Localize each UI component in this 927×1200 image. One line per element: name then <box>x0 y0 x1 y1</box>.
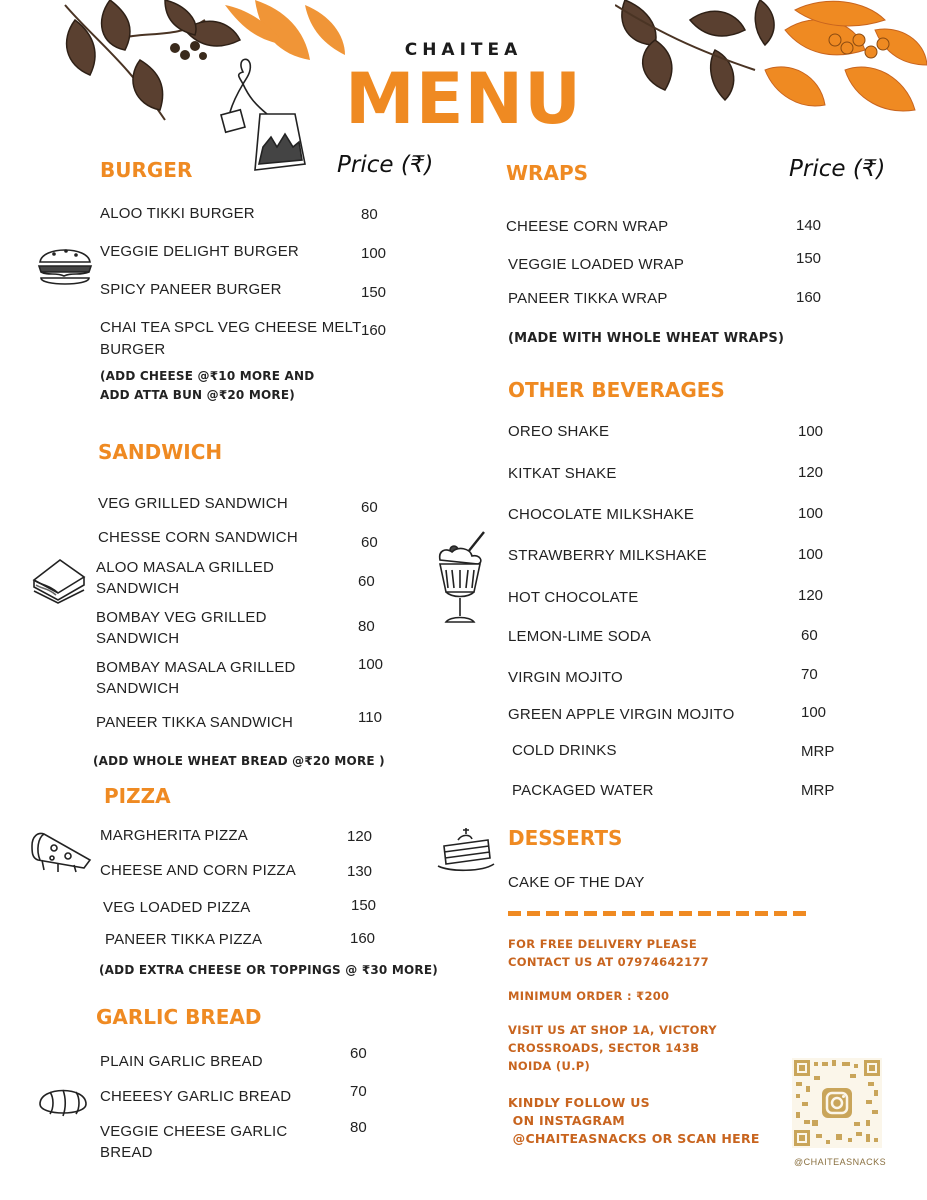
burger-note: ADD ATTA BUN @₹20 MORE) <box>100 388 295 402</box>
pizza-item-name: MARGHERITA PIZZA <box>100 827 248 844</box>
sandwich-item-name: CHESSE CORN SANDWICH <box>98 529 298 546</box>
pizza-slice-icon <box>28 830 92 874</box>
beverage-item-name: HOT CHOCOLATE <box>508 589 639 606</box>
beverage-item-price: 60 <box>801 627 818 644</box>
instagram-handle: @CHAITEASNACKS OR SCAN HERE <box>508 1131 760 1146</box>
beverage-item-price: 120 <box>798 464 824 481</box>
qr-caption: @CHAITEASNACKS <box>794 1157 887 1167</box>
sandwich-item-price: 60 <box>361 499 378 516</box>
section-title-pizza: PIZZA <box>104 784 171 808</box>
beverage-item-name: STRAWBERRY MILKSHAKE <box>508 547 707 564</box>
section-title-sandwich: SANDWICH <box>98 440 223 464</box>
sandwich-item-price: 110 <box>358 709 382 726</box>
garlic-item-name: CHEEESY GARLIC BREAD <box>100 1088 292 1105</box>
sandwich-item-price: 60 <box>361 534 378 551</box>
pizza-item-price: 150 <box>351 897 377 914</box>
pizza-item-name: PANEER TIKKA PIZZA <box>105 931 263 948</box>
garlic-item-price: 80 <box>350 1119 367 1136</box>
wraps-item-price: 140 <box>796 217 822 234</box>
sandwich-item-price: 80 <box>358 618 375 635</box>
section-title-garlic-bread: GARLIC BREAD <box>96 1005 262 1029</box>
burger-icon <box>36 242 94 290</box>
price-header-left: Price (₹) <box>337 152 434 178</box>
beverage-item-price: 100 <box>798 423 824 440</box>
sandwich-item-name: PANEER TIKKA SANDWICH <box>96 714 294 731</box>
dessert-item-name: CAKE OF THE DAY <box>508 874 645 891</box>
dashed-divider <box>508 911 806 916</box>
burger-item-price: 150 <box>361 284 387 301</box>
price-header-right: Price (₹) <box>789 156 886 182</box>
sandwich-item-name: BOMBAY MASALA GRILLED <box>96 659 296 676</box>
beverage-item-price: 100 <box>801 704 827 721</box>
garlic-item-name: PLAIN GARLIC BREAD <box>100 1053 263 1070</box>
follow-info: ON INSTAGRAM <box>508 1113 626 1128</box>
beverage-item-name: KITKAT SHAKE <box>508 465 617 482</box>
beverage-item-name: VIRGIN MOJITO <box>508 669 623 686</box>
beverage-item-name: LEMON-LIME SODA <box>508 628 652 645</box>
pizza-item-price: 160 <box>350 930 376 947</box>
beverage-item-name: COLD DRINKS <box>512 742 617 759</box>
address-line: NOIDA (U.P) <box>508 1059 591 1073</box>
sandwich-item-name: ALOO MASALA GRILLED <box>96 559 275 576</box>
pizza-item-name: CHEESE AND CORN PIZZA <box>100 862 296 879</box>
sandwich-item-name-line2: SANDWICH <box>96 630 180 647</box>
pizza-note: (ADD EXTRA CHEESE OR TOPPINGS @ ₹30 MORE) <box>99 963 438 977</box>
wraps-note: (MADE WITH WHOLE WHEAT WRAPS) <box>508 331 785 346</box>
burger-item-name-line2: BURGER <box>100 341 166 358</box>
beverage-item-price: MRP <box>801 743 835 760</box>
burger-note: (ADD CHEESE @₹10 MORE AND <box>100 369 315 383</box>
sandwich-item-price: 100 <box>358 656 384 673</box>
garlic-item-name-line2: BREAD <box>100 1144 153 1161</box>
burger-item-price: 100 <box>361 245 387 262</box>
sandwich-item-price: 60 <box>358 573 375 590</box>
beverage-item-price: 100 <box>798 546 824 563</box>
delivery-phone: CONTACT US AT 07974642177 <box>508 955 709 969</box>
delivery-info: FOR FREE DELIVERY PLEASE <box>508 937 698 951</box>
section-title-wraps: WRAPS <box>506 161 589 185</box>
menu-title: MENU <box>345 58 582 140</box>
beverage-item-price: MRP <box>801 782 835 799</box>
wraps-item-name: CHEESE CORN WRAP <box>506 218 669 235</box>
follow-info: KINDLY FOLLOW US <box>508 1095 650 1110</box>
burger-item-name: SPICY PANEER BURGER <box>100 281 282 298</box>
burger-item-price: 80 <box>361 206 378 223</box>
address-line: CROSSROADS, SECTOR 143B <box>508 1041 700 1055</box>
wraps-item-price: 150 <box>796 250 822 267</box>
address-line: VISIT US AT SHOP 1A, VICTORY <box>508 1023 717 1037</box>
section-title-beverages: OTHER BEVERAGES <box>508 378 725 402</box>
wraps-item-price: 160 <box>796 289 822 306</box>
beverage-item-name: OREO SHAKE <box>508 423 610 440</box>
garlic-item-name: VEGGIE CHEESE GARLIC <box>100 1123 288 1140</box>
section-title-burger: BURGER <box>100 158 193 182</box>
burger-item-name: CHAI TEA SPCL VEG CHEESE MELT <box>100 319 362 336</box>
pizza-item-name: VEG LOADED PIZZA <box>103 899 251 916</box>
beverage-item-name: PACKAGED WATER <box>512 782 654 799</box>
minimum-order: MINIMUM ORDER : ₹200 <box>508 989 670 1003</box>
garlic-item-price: 60 <box>350 1045 367 1062</box>
cake-slice-icon <box>436 826 496 874</box>
milkshake-icon <box>432 530 490 630</box>
sandwich-item-name: VEG GRILLED SANDWICH <box>98 495 288 512</box>
instagram-qr-code[interactable] <box>792 1058 882 1148</box>
pizza-item-price: 130 <box>347 863 373 880</box>
beverage-item-name: CHOCOLATE MILKSHAKE <box>508 506 695 523</box>
sandwich-icon <box>30 555 88 605</box>
brand-name: CHAITEA <box>404 40 523 60</box>
tea-bag-icon <box>215 52 310 177</box>
beverage-item-name: GREEN APPLE VIRGIN MOJITO <box>508 706 735 723</box>
sandwich-item-name-line2: SANDWICH <box>96 580 180 597</box>
section-title-desserts: DESSERTS <box>508 826 623 850</box>
beverage-item-price: 100 <box>798 505 824 522</box>
burger-item-name: ALOO TIKKI BURGER <box>100 205 255 222</box>
beverage-item-price: 70 <box>801 666 818 683</box>
burger-item-name: VEGGIE DELIGHT BURGER <box>100 243 299 260</box>
wraps-item-name: PANEER TIKKA WRAP <box>508 290 668 307</box>
garlic-bread-icon <box>36 1078 90 1122</box>
sandwich-note: (ADD WHOLE WHEAT BREAD @₹20 MORE ) <box>93 754 385 768</box>
wraps-item-name: VEGGIE LOADED WRAP <box>508 256 685 273</box>
burger-item-price: 160 <box>361 322 387 339</box>
garlic-item-price: 70 <box>350 1083 367 1100</box>
pizza-item-price: 120 <box>347 828 373 845</box>
beverage-item-price: 120 <box>798 587 824 604</box>
sandwich-item-name: BOMBAY VEG GRILLED <box>96 609 267 626</box>
sandwich-item-name-line2: SANDWICH <box>96 680 180 697</box>
